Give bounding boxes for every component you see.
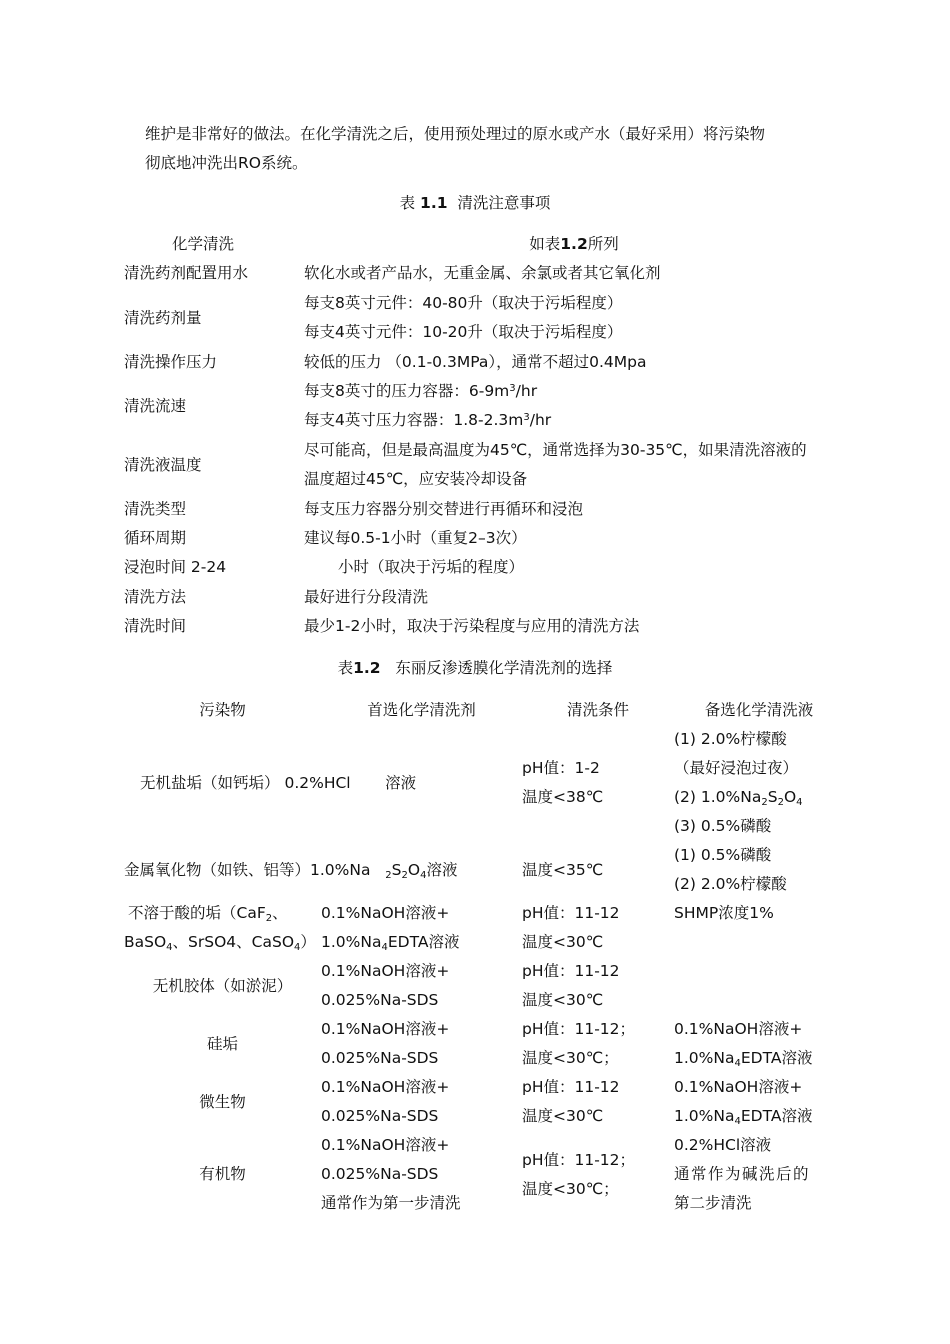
table-header-row xyxy=(124,696,844,725)
pollutant-cell: 不溶于酸的垢（CaF$_2$、 BaSO$_4$、SrSO4、CaSO$_4$） xyxy=(124,904,316,953)
agent-cell: 0.1%NaOH溶液+ 0.025%Na-SDS xyxy=(321,962,450,1009)
table-row xyxy=(124,495,844,524)
col-header-conditions: 清洗条件 xyxy=(566,701,629,719)
table2-caption-number: 1.2 xyxy=(353,659,381,677)
table-row xyxy=(124,553,844,582)
table2-caption-prefix: 表 xyxy=(337,659,354,677)
row-label: 清洗液温度 xyxy=(124,455,202,474)
cleaning-notes-table xyxy=(124,230,844,642)
intro-line: 彻底地冲洗出RO系统。 xyxy=(145,154,308,172)
pollutant-and-agent-cell: 无机盐垢（如钙垢） 0.2%HCl 溶液 xyxy=(140,773,417,792)
alternative-cell: 0.1%NaOH溶液+ $1.0\%Na_4EDTA$溶液 xyxy=(674,1020,813,1069)
table-row xyxy=(124,1131,844,1218)
pollutant-cell: 无机胶体（如淤泥） xyxy=(152,976,293,995)
intro-paragraph xyxy=(145,120,825,178)
alternative-cell: (1) 2.0%柠檬酸 （最好浸泡过夜） (2) $1.0\%Na_2S_2O_4$ (3) 0.5%磷酸 xyxy=(674,730,803,835)
row-label: 浸泡时间 2-24 xyxy=(124,558,227,577)
row-label: 清洗药剂配置用水 xyxy=(124,264,249,283)
row-value: 小时（取决于污垢的程度） xyxy=(338,558,525,577)
table-row xyxy=(124,230,844,259)
pollutant-cell: 有机物 xyxy=(199,1165,246,1183)
row-value: 尽可能高，但是最高温度为45℃，通常选择为30-35℃，如果清洗溶液的 温度超过45℃，应安装冷却设备 xyxy=(304,440,807,489)
table-row xyxy=(124,436,844,495)
table-row xyxy=(124,1073,844,1131)
row-label: 清洗类型 xyxy=(124,499,187,518)
alternative-cell: SHMP浓度1% xyxy=(674,904,774,922)
table-row xyxy=(124,259,844,288)
table-row xyxy=(124,1015,844,1073)
condition-cell: pH值：11-12； 温度<30℃； xyxy=(522,1020,636,1067)
table-row xyxy=(124,583,844,612)
table-row xyxy=(124,957,844,1015)
table-row xyxy=(124,289,844,348)
intro-line: 维护是非常好的做法。在化学清洗之后，使用预处理过的原水或产水（最好采用）将污染物 xyxy=(145,125,766,143)
pollutant-cell: 微生物 xyxy=(199,1092,246,1111)
agent-cell: 0.1%NaOH溶液+ 0.025%Na-SDS 通常作为第一步清洗 xyxy=(321,1136,461,1212)
row-label: 清洗操作压力 xyxy=(124,352,218,371)
cleaning-agent-table xyxy=(124,696,844,1218)
agent-cell: 0.1%NaOH溶液+ $1.0\%Na_4EDTA$溶液 xyxy=(321,904,460,953)
row-label: 循环周期 xyxy=(124,529,187,548)
agent-cell: 0.1%NaOH溶液+ 0.025%Na-SDS xyxy=(321,1078,450,1125)
table-row xyxy=(124,612,844,641)
table1-caption xyxy=(0,191,950,213)
alternative-cell: 0.1%NaOH溶液+ $1.0\%Na_4EDTA$溶液 xyxy=(674,1078,813,1127)
table2-caption-text: 东丽反渗透膜化学清洗剂的选择 xyxy=(395,659,613,677)
condition-cell: pH值：11-12 温度<30℃ xyxy=(522,904,620,951)
col-header-alternative: 备选化学清洗液 xyxy=(704,701,814,719)
table-row xyxy=(124,725,844,841)
row-label: 清洗方法 xyxy=(124,587,187,606)
col-header-pollutant: 污染物 xyxy=(199,701,246,719)
pollutant-and-agent-cell: 金属氧化物（如铁、铝等）1.0%Na $_2S_2O_4$溶液 xyxy=(124,860,458,881)
agent-cell: 0.1%NaOH溶液+ 0.025%Na-SDS xyxy=(321,1020,450,1067)
row-value: 软化水或者产品水，无重金属、余氯或者其它氧化剂 xyxy=(304,264,661,283)
table-row xyxy=(124,348,844,377)
alternative-cell xyxy=(674,957,844,1015)
condition-cell: 温度<35℃ xyxy=(522,860,604,879)
row-value: 每支8英寸的压力容器：$6-9m^3/hr$ 每支4英寸压力容器：$1.8-2.3m^3/hr$ xyxy=(304,382,552,430)
condition-cell: pH值：11-12 温度<30℃ xyxy=(522,1078,620,1125)
row-value: 最少1-2小时，取决于污染程度与应用的清洗方法 xyxy=(304,617,640,636)
condition-cell: pH值：1-2 温度<38℃ xyxy=(522,759,604,806)
condition-cell: pH值：11-12 温度<30℃ xyxy=(522,962,620,1009)
pollutant-cell: 硅垢 xyxy=(206,1034,238,1053)
row-value: 每支8英寸元件：40-80升（取决于污垢程度） 每支4英寸元件：10-20升（取决于污垢程度） xyxy=(304,293,623,342)
row-value: 较低的压力 （0.1-0.3MPa），通常不超过0.4Mpa xyxy=(304,352,647,371)
table1-header-left: 化学清洗 xyxy=(172,235,235,253)
table1-header-right: 如表1.2所列 xyxy=(529,235,619,253)
row-value: 每支压力容器分别交替进行再循环和浸泡 xyxy=(304,499,584,518)
row-label: 清洗流速 xyxy=(124,396,187,415)
alternative-cell: 0.2%HCl溶液 通常作为碱洗后的 第二步清洗 xyxy=(674,1136,811,1212)
row-value: 建议每0.5-1小时（重复2–3次） xyxy=(304,529,527,548)
col-header-preferred-agent: 首选化学清洗剂 xyxy=(367,701,476,719)
row-label: 清洗药剂量 xyxy=(124,308,202,327)
row-value: 最好进行分段清洗 xyxy=(304,587,429,606)
condition-cell: pH值：11-12； 温度<30℃； xyxy=(522,1150,636,1198)
table2-caption xyxy=(0,656,950,678)
alternative-cell: (1) 0.5%磷酸 (2) 2.0%柠檬酸 xyxy=(674,846,787,893)
table1-caption-text: 清洗注意事项 xyxy=(457,194,551,212)
table-row xyxy=(124,377,844,436)
table-row xyxy=(124,841,844,899)
table-row xyxy=(124,899,844,957)
table1-caption-prefix: 表 xyxy=(399,194,421,212)
table1-caption-number: 1.1 xyxy=(420,194,448,212)
row-label: 清洗时间 xyxy=(124,617,187,636)
table-row xyxy=(124,524,844,553)
